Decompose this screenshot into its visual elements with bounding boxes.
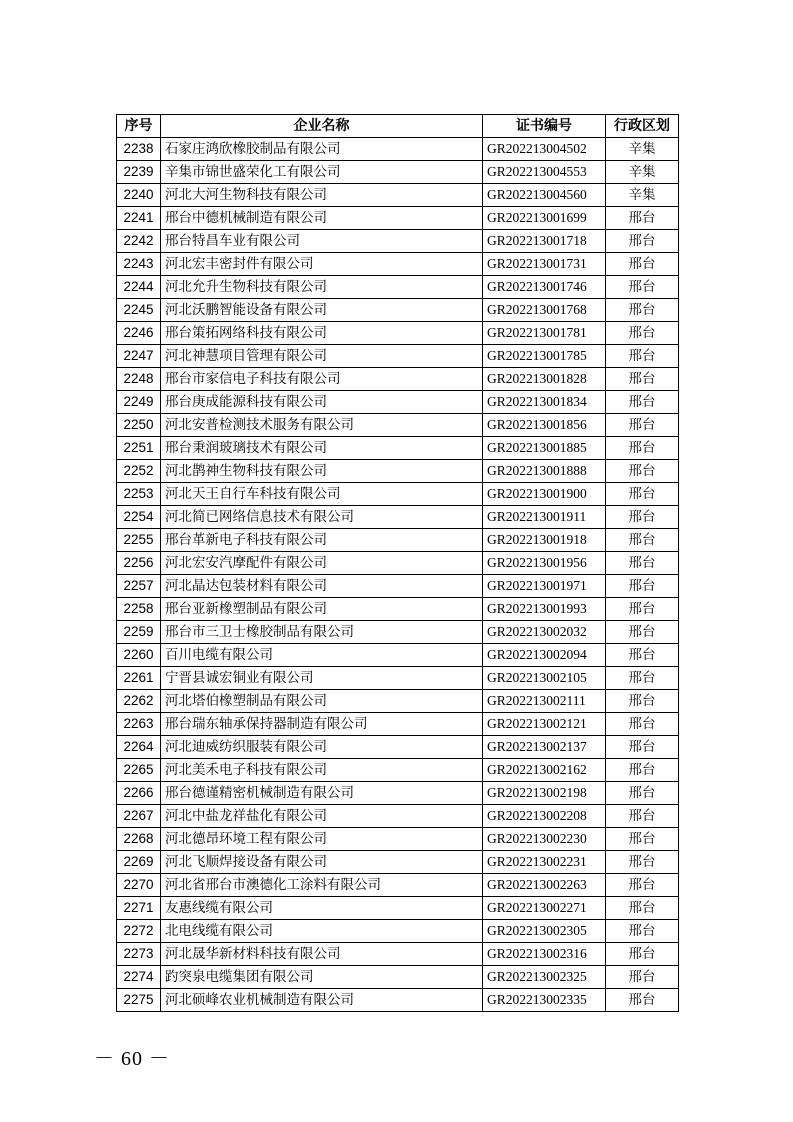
row-company-name: 河北天王自行车科技有限公司 — [161, 483, 483, 506]
table-row — [117, 161, 679, 184]
table-body — [117, 138, 679, 1012]
row-certificate-number: GR202213001781 — [483, 322, 606, 345]
row-company-name: 河北安普检测技术服务有限公司 — [161, 414, 483, 437]
row-serial: 2268 — [117, 828, 161, 851]
row-company-name: 邢台亚新橡塑制品有限公司 — [161, 598, 483, 621]
row-certificate-number: GR202213001918 — [483, 529, 606, 552]
row-certificate-number: GR202213001900 — [483, 483, 606, 506]
row-company-name: 邢台策拓网络科技有限公司 — [161, 322, 483, 345]
row-serial: 2247 — [117, 345, 161, 368]
row-company-name: 石家庄鸿欣橡胶制品有限公司 — [161, 138, 483, 161]
row-region: 辛集 — [606, 184, 679, 207]
row-region: 邢台 — [606, 805, 679, 828]
row-region: 邢台 — [606, 460, 679, 483]
row-region: 邢台 — [606, 529, 679, 552]
row-company-name: 友惠线缆有限公司 — [161, 897, 483, 920]
row-serial: 2253 — [117, 483, 161, 506]
table-header-row — [117, 115, 679, 138]
row-region: 邢台 — [606, 253, 679, 276]
row-serial: 2256 — [117, 552, 161, 575]
table-row — [117, 920, 679, 943]
table-row — [117, 897, 679, 920]
row-region: 邢台 — [606, 782, 679, 805]
row-region: 邢台 — [606, 483, 679, 506]
row-certificate-number: GR202213002335 — [483, 989, 606, 1012]
row-serial: 2252 — [117, 460, 161, 483]
table-row — [117, 253, 679, 276]
row-serial: 2273 — [117, 943, 161, 966]
row-serial: 2246 — [117, 322, 161, 345]
row-certificate-number: GR202213001731 — [483, 253, 606, 276]
row-serial: 2272 — [117, 920, 161, 943]
row-region: 邢台 — [606, 345, 679, 368]
row-company-name: 邢台中德机械制造有限公司 — [161, 207, 483, 230]
row-certificate-number: GR202213002325 — [483, 966, 606, 989]
row-company-name: 河北美禾电子科技有限公司 — [161, 759, 483, 782]
row-region: 邢台 — [606, 644, 679, 667]
row-company-name: 河北迪威纺织服装有限公司 — [161, 736, 483, 759]
table-row — [117, 506, 679, 529]
row-certificate-number: GR202213002032 — [483, 621, 606, 644]
header-serial: 序号 — [117, 115, 161, 138]
row-company-name: 河北省邢台市澳德化工涂料有限公司 — [161, 874, 483, 897]
table-row — [117, 184, 679, 207]
row-company-name: 邢台特昌车业有限公司 — [161, 230, 483, 253]
row-serial: 2242 — [117, 230, 161, 253]
row-region: 邢台 — [606, 414, 679, 437]
header-certificate-number: 证书编号 — [483, 115, 606, 138]
row-serial: 2240 — [117, 184, 161, 207]
row-region: 辛集 — [606, 138, 679, 161]
row-serial: 2263 — [117, 713, 161, 736]
table-row — [117, 483, 679, 506]
row-region: 邢台 — [606, 598, 679, 621]
row-certificate-number: GR202213004502 — [483, 138, 606, 161]
row-region: 邢台 — [606, 437, 679, 460]
row-certificate-number: GR202213001768 — [483, 299, 606, 322]
row-serial: 2244 — [117, 276, 161, 299]
row-serial: 2238 — [117, 138, 161, 161]
row-serial: 2266 — [117, 782, 161, 805]
table-row — [117, 644, 679, 667]
row-certificate-number: GR202213004553 — [483, 161, 606, 184]
row-region: 辛集 — [606, 161, 679, 184]
row-company-name: 河北允升生物科技有限公司 — [161, 276, 483, 299]
row-company-name: 邢台市家信电子科技有限公司 — [161, 368, 483, 391]
table-row — [117, 138, 679, 161]
row-company-name: 河北宏丰密封件有限公司 — [161, 253, 483, 276]
table-row — [117, 782, 679, 805]
row-company-name: 邢台秉润玻璃技术有限公司 — [161, 437, 483, 460]
row-company-name: 邢台市三卫士橡胶制品有限公司 — [161, 621, 483, 644]
row-region: 邢台 — [606, 897, 679, 920]
table-row — [117, 529, 679, 552]
row-region: 邢台 — [606, 391, 679, 414]
row-company-name: 河北德昂环境工程有限公司 — [161, 828, 483, 851]
row-serial: 2245 — [117, 299, 161, 322]
row-certificate-number: GR202213002230 — [483, 828, 606, 851]
row-company-name: 河北中盐龙祥盐化有限公司 — [161, 805, 483, 828]
row-region: 邢台 — [606, 713, 679, 736]
row-certificate-number: GR202213001718 — [483, 230, 606, 253]
row-region: 邢台 — [606, 667, 679, 690]
row-region: 邢台 — [606, 736, 679, 759]
table-row — [117, 230, 679, 253]
row-serial: 2275 — [117, 989, 161, 1012]
row-region: 邢台 — [606, 299, 679, 322]
row-serial: 2261 — [117, 667, 161, 690]
header-region: 行政区划 — [606, 115, 679, 138]
row-certificate-number: GR202213002263 — [483, 874, 606, 897]
row-certificate-number: GR202213002231 — [483, 851, 606, 874]
row-company-name: 趵突泉电缆集团有限公司 — [161, 966, 483, 989]
row-serial: 2254 — [117, 506, 161, 529]
row-serial: 2258 — [117, 598, 161, 621]
row-company-name: 北电线缆有限公司 — [161, 920, 483, 943]
table-row — [117, 851, 679, 874]
row-certificate-number: GR202213001971 — [483, 575, 606, 598]
row-region: 邢台 — [606, 575, 679, 598]
row-certificate-number: GR202213002271 — [483, 897, 606, 920]
table-row — [117, 943, 679, 966]
row-certificate-number: GR202213001699 — [483, 207, 606, 230]
row-region: 邢台 — [606, 989, 679, 1012]
row-company-name: 百川电缆有限公司 — [161, 644, 483, 667]
row-certificate-number: GR202213002094 — [483, 644, 606, 667]
row-company-name: 河北鹊神生物科技有限公司 — [161, 460, 483, 483]
row-company-name: 河北大河生物科技有限公司 — [161, 184, 483, 207]
row-certificate-number: GR202213004560 — [483, 184, 606, 207]
row-certificate-number: GR202213002316 — [483, 943, 606, 966]
row-region: 邢台 — [606, 851, 679, 874]
row-serial: 2262 — [117, 690, 161, 713]
table-row — [117, 828, 679, 851]
row-company-name: 河北飞顺焊接设备有限公司 — [161, 851, 483, 874]
row-company-name: 河北晟华新材料科技有限公司 — [161, 943, 483, 966]
row-serial: 2249 — [117, 391, 161, 414]
row-certificate-number: GR202213001746 — [483, 276, 606, 299]
row-certificate-number: GR202213002137 — [483, 736, 606, 759]
row-region: 邢台 — [606, 230, 679, 253]
row-serial: 2271 — [117, 897, 161, 920]
row-region: 邢台 — [606, 276, 679, 299]
table-row — [117, 759, 679, 782]
row-serial: 2259 — [117, 621, 161, 644]
row-certificate-number: GR202213002121 — [483, 713, 606, 736]
row-serial: 2251 — [117, 437, 161, 460]
table-row — [117, 805, 679, 828]
table-row — [117, 460, 679, 483]
row-serial: 2241 — [117, 207, 161, 230]
row-serial: 2264 — [117, 736, 161, 759]
row-company-name: 宁晋县诚宏铜业有限公司 — [161, 667, 483, 690]
row-serial: 2267 — [117, 805, 161, 828]
row-serial: 2274 — [117, 966, 161, 989]
row-company-name: 河北塔伯橡塑制品有限公司 — [161, 690, 483, 713]
header-company-name: 企业名称 — [161, 115, 483, 138]
row-serial: 2269 — [117, 851, 161, 874]
row-region: 邢台 — [606, 920, 679, 943]
table-row — [117, 207, 679, 230]
row-company-name: 河北硕峰农业机械制造有限公司 — [161, 989, 483, 1012]
table-row — [117, 299, 679, 322]
row-serial: 2270 — [117, 874, 161, 897]
row-certificate-number: GR202213001885 — [483, 437, 606, 460]
table-row — [117, 552, 679, 575]
row-serial: 2250 — [117, 414, 161, 437]
row-certificate-number: GR202213002208 — [483, 805, 606, 828]
row-company-name: 辛集市锦世盛荣化工有限公司 — [161, 161, 483, 184]
table-row — [117, 713, 679, 736]
table-row — [117, 690, 679, 713]
row-certificate-number: GR202213002305 — [483, 920, 606, 943]
row-company-name: 邢台庚成能源科技有限公司 — [161, 391, 483, 414]
row-region: 邢台 — [606, 828, 679, 851]
row-serial: 2243 — [117, 253, 161, 276]
row-certificate-number: GR202213001828 — [483, 368, 606, 391]
table-row — [117, 874, 679, 897]
row-company-name: 邢台革新电子科技有限公司 — [161, 529, 483, 552]
row-certificate-number: GR202213001993 — [483, 598, 606, 621]
row-region: 邢台 — [606, 621, 679, 644]
row-region: 邢台 — [606, 552, 679, 575]
row-company-name: 河北神慧项目管理有限公司 — [161, 345, 483, 368]
row-serial: 2265 — [117, 759, 161, 782]
row-region: 邢台 — [606, 759, 679, 782]
row-serial: 2260 — [117, 644, 161, 667]
table-row — [117, 322, 679, 345]
row-region: 邢台 — [606, 207, 679, 230]
table-row — [117, 414, 679, 437]
row-region: 邢台 — [606, 690, 679, 713]
table-row — [117, 989, 679, 1012]
table-row — [117, 276, 679, 299]
row-company-name: 河北宏安汽摩配件有限公司 — [161, 552, 483, 575]
table-row — [117, 575, 679, 598]
row-company-name: 邢台德谨精密机械制造有限公司 — [161, 782, 483, 805]
row-company-name: 河北简已网络信息技术有限公司 — [161, 506, 483, 529]
table-row — [117, 368, 679, 391]
table-row — [117, 391, 679, 414]
row-serial: 2255 — [117, 529, 161, 552]
row-region: 邢台 — [606, 368, 679, 391]
row-region: 邢台 — [606, 506, 679, 529]
row-certificate-number: GR202213001856 — [483, 414, 606, 437]
row-serial: 2257 — [117, 575, 161, 598]
row-region: 邢台 — [606, 322, 679, 345]
table-row — [117, 736, 679, 759]
table-row — [117, 345, 679, 368]
table-row — [117, 621, 679, 644]
row-company-name: 河北晶达包装材料有限公司 — [161, 575, 483, 598]
enterprise-table — [116, 114, 679, 1012]
row-certificate-number: GR202213001834 — [483, 391, 606, 414]
row-certificate-number: GR202213001785 — [483, 345, 606, 368]
row-certificate-number: GR202213002198 — [483, 782, 606, 805]
table-row — [117, 437, 679, 460]
row-serial: 2239 — [117, 161, 161, 184]
table-row — [117, 598, 679, 621]
row-certificate-number: GR202213001911 — [483, 506, 606, 529]
row-region: 邢台 — [606, 966, 679, 989]
row-region: 邢台 — [606, 943, 679, 966]
row-certificate-number: GR202213002111 — [483, 690, 606, 713]
row-company-name: 邢台瑞东轴承保持器制造有限公司 — [161, 713, 483, 736]
row-certificate-number: GR202213001956 — [483, 552, 606, 575]
row-certificate-number: GR202213002162 — [483, 759, 606, 782]
table-row — [117, 667, 679, 690]
table-row — [117, 966, 679, 989]
row-serial: 2248 — [117, 368, 161, 391]
page-number: － 60 － — [94, 1048, 170, 1070]
row-region: 邢台 — [606, 874, 679, 897]
row-certificate-number: GR202213001888 — [483, 460, 606, 483]
row-company-name: 河北沃鹏智能设备有限公司 — [161, 299, 483, 322]
row-certificate-number: GR202213002105 — [483, 667, 606, 690]
